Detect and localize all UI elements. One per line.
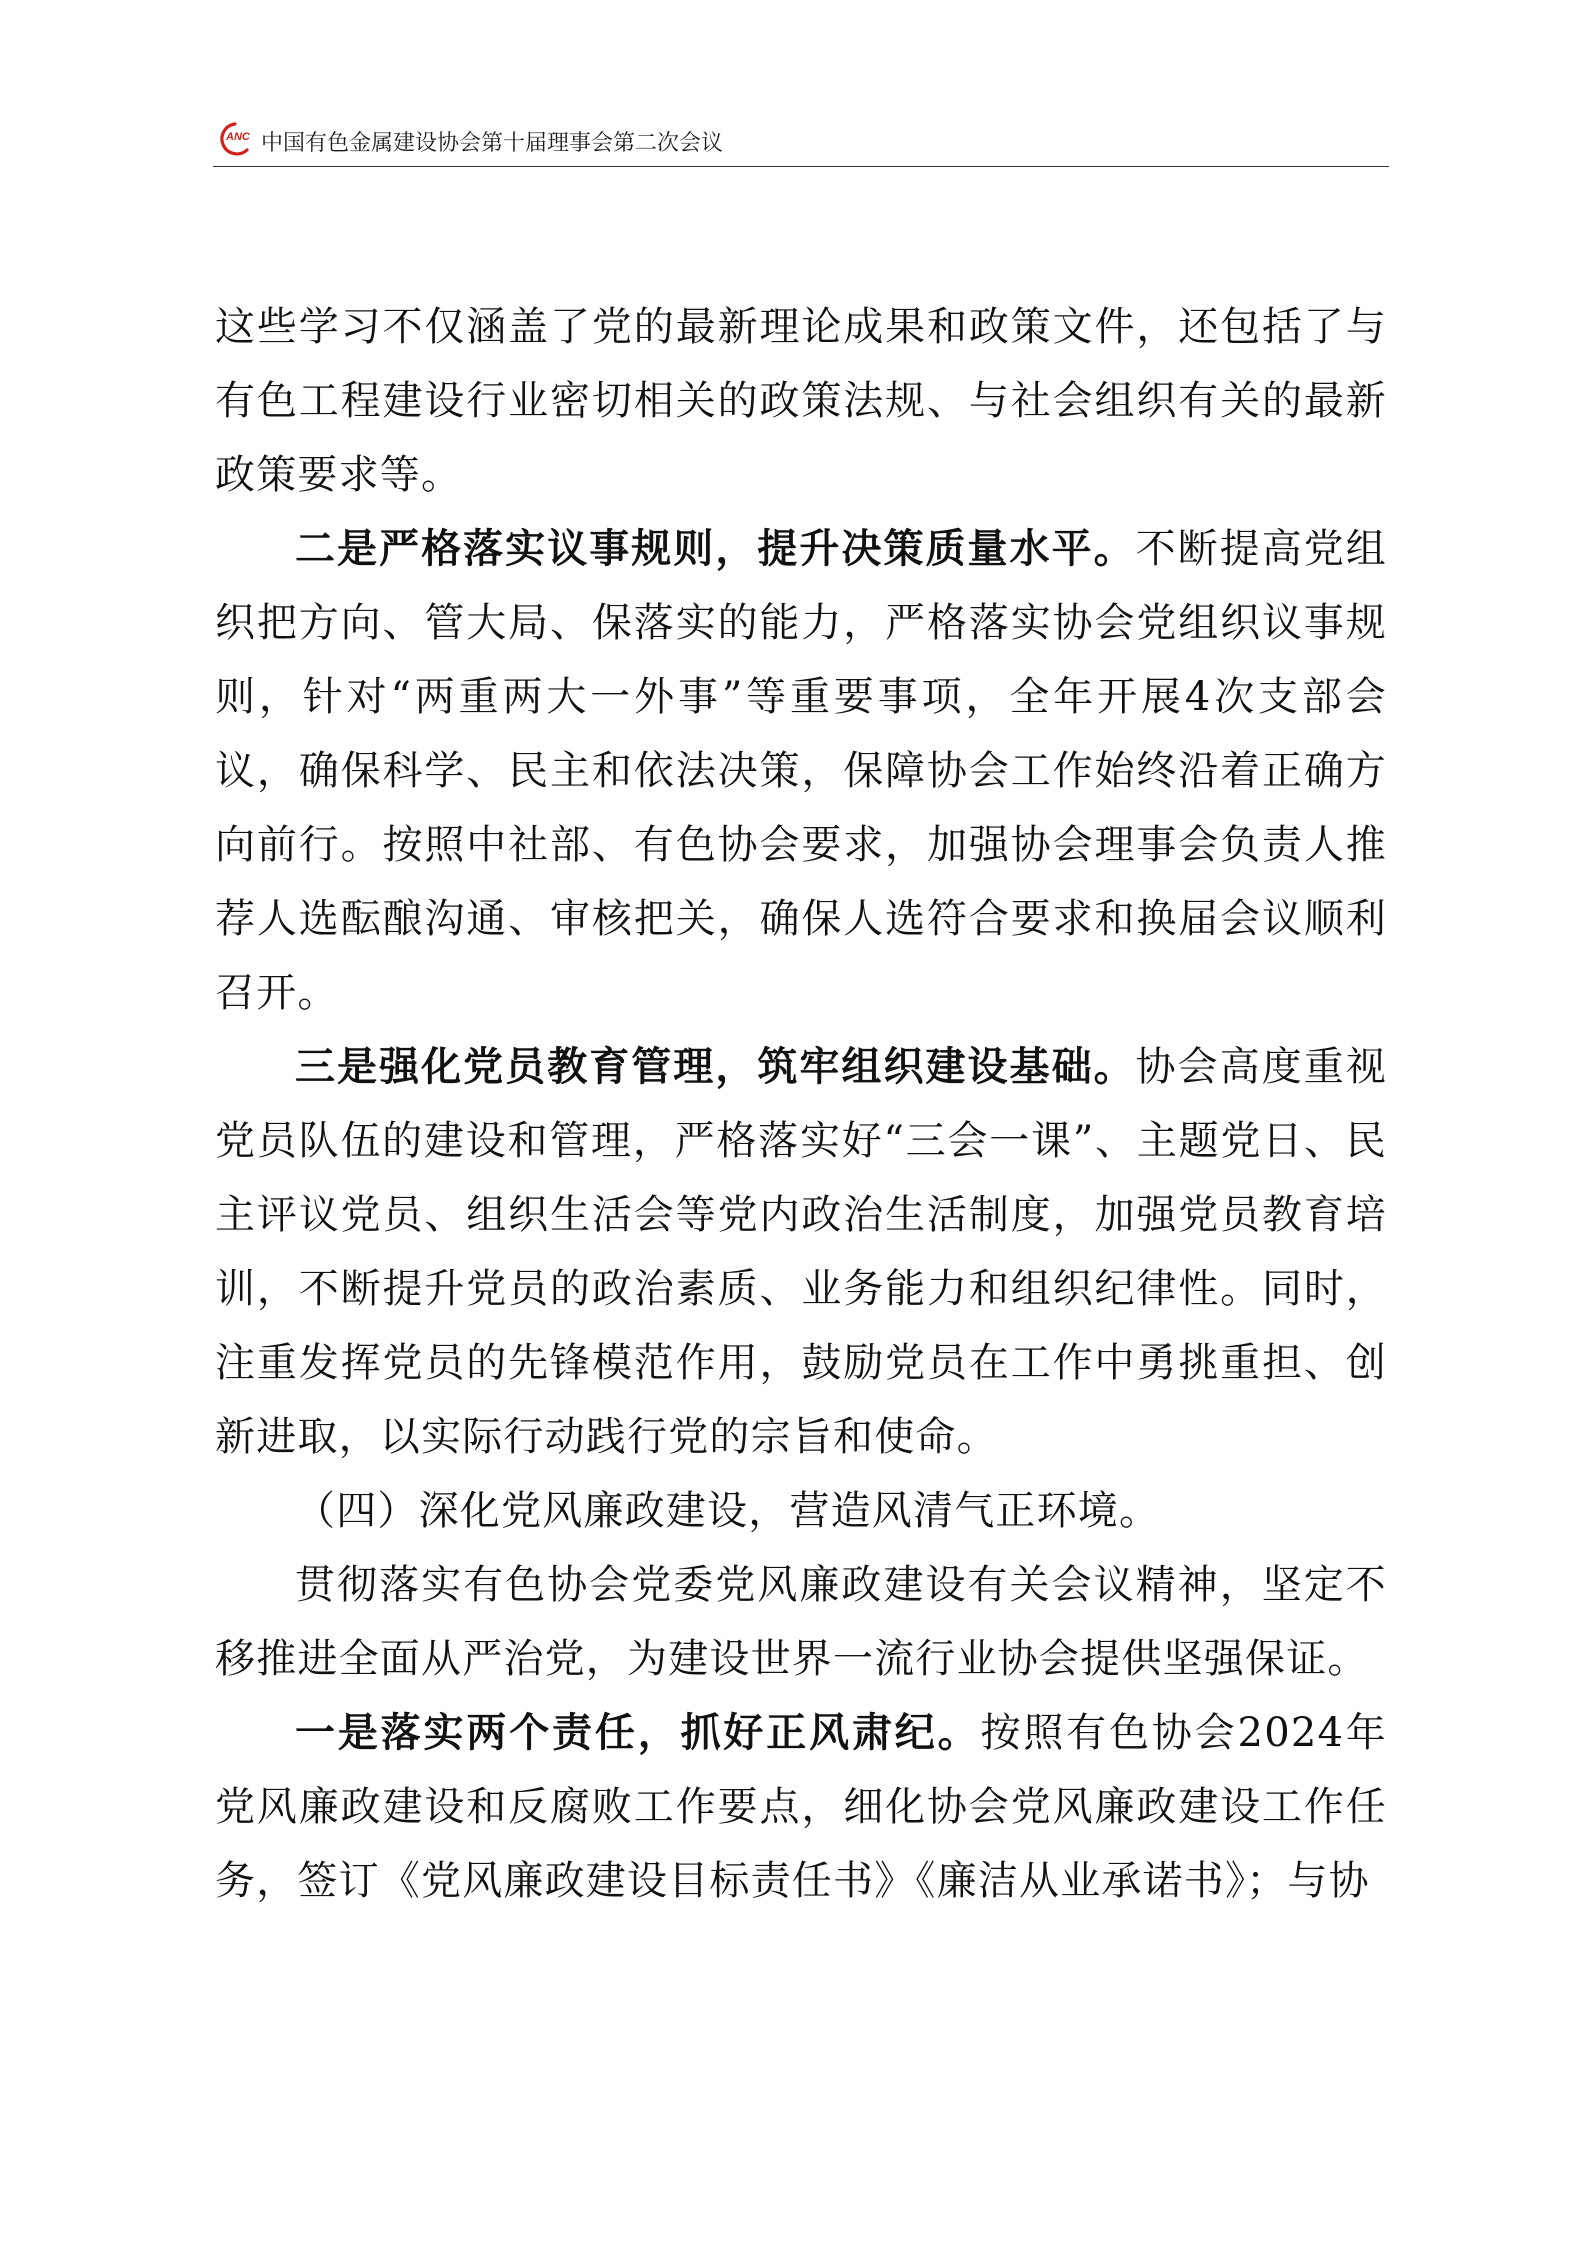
paragraph-lead: 二是严格落实议事规则，提升决策质量水平。 <box>295 525 1136 572</box>
paragraph-body: 协会高度重视党员队伍的建设和管理，严格落实好“三会一课”、主题党日、民主评议党员、组织生活会等党内政治生活制度，加强党员教育培训，不断提升党员的政治素质、业务能力和组织纪律性。同时，注重发挥党员的先锋模范作用，鼓励党员在工作中勇挑重担、创新进取，以实际行动践行党的宗旨和使命。 <box>215 1044 1388 1460</box>
logo-text: ANC <box>226 131 250 143</box>
document-body <box>215 290 1387 1918</box>
section-heading: （四）深化党风廉政建设，营造风清气正环境。 <box>295 1488 1161 1534</box>
paragraph-body: 按照有色协会2024年党风廉政建设和反腐败工作要点，细化协会党风廉政建设工作任务，签订《党风廉政建设目标责任书》《廉洁从业承诺书》；与协 <box>215 1710 1388 1904</box>
paragraph-intro: 贯彻落实有色协会党委党风廉政建设有关会议精神，坚定不移推进全面从严治党，为建设世界一流行业协会提供坚强保证。 <box>215 1562 1387 1682</box>
paragraph-lead: 一是落实两个责任，抓好正风肃纪。 <box>295 1709 981 1756</box>
paragraph-member-education <box>215 1030 1387 1474</box>
page-header <box>213 118 1389 166</box>
paragraph-lead: 三是强化党员教育管理，筑牢组织建设基础。 <box>295 1043 1136 1090</box>
paragraph-responsibility <box>215 1696 1387 1918</box>
anc-logo-icon <box>213 118 261 158</box>
paragraph-decision-rules <box>215 512 1387 1030</box>
paragraph-continuation: 这些学习不仅涵盖了党的最新理论成果和政策文件，还包括了与有色工程建设行业密切相关的政策法规、与社会组织有关的最新政策要求等。 <box>215 304 1387 498</box>
paragraph-body: 不断提高党组织把方向、管大局、保落实的能力，严格落实协会党组织议事规则，针对“两重两大一外事”等重要事项，全年开展4次支部会议，确保科学、民主和依法决策，保障协会工作始终沿着正确方向前行。按照中社部、有色协会要求，加强协会理事会负责人推荐人选酝酿沟通、审核把关，确保人选符合要求和换届会议顺利召开。 <box>215 526 1388 1016</box>
header-title: 中国有色金属建设协会第十届理事会第二次会议 <box>261 131 724 156</box>
header-divider <box>213 166 1389 167</box>
